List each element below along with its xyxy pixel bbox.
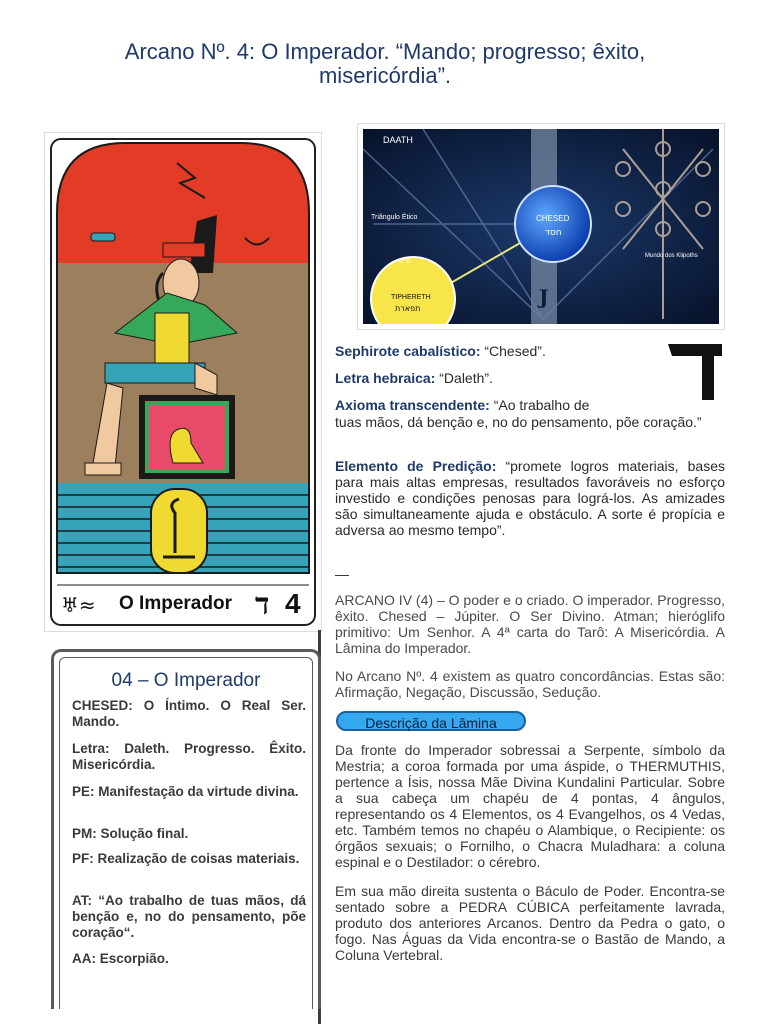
kabbalah-photo — [357, 123, 725, 330]
daleth-icon — [664, 342, 726, 402]
elemento-label: Elemento de Predição: — [335, 458, 497, 474]
info-item-at: AT: “Ao trabalho de tuas mãos, dá benção e, no do pensamento, põe coração“. — [72, 893, 306, 940]
card-hebrew-letter: ד — [255, 587, 270, 622]
staff-cartouche — [151, 489, 207, 573]
chesed-sphere — [515, 186, 591, 262]
descricao-paragraph-2: Em sua mão direita sustenta o Báculo de Poder. Encontra-se sentado sobre a PEDRA CÚBICA perfeitamente lavrada, produto dos anteriores Arcanos. Dentro da Pedra o gato, o fogo. Nas Águas da Vida encontra-se o Bastão de Mando, a Coluna Vertebral. — [335, 883, 725, 963]
axioma-label: Axioma transcendente: — [335, 397, 490, 413]
label-tiphereth: TIPHERETH — [391, 294, 431, 301]
info-item-letra: Letra: Daleth. Progresso. Êxito. Misericórdia. — [72, 741, 306, 772]
tarot-card-illustration — [45, 133, 321, 631]
page-title — [60, 40, 710, 88]
concordancias-paragraph: No Arcano Nº. 4 existem as quatro concordâncias. Estas são: Afirmação, Negação, Discussão, Sedução. — [335, 668, 725, 700]
page-title-line2: misericórdia”. — [318, 63, 452, 88]
sky-boat — [91, 233, 115, 241]
descricao-lamina-button[interactable]: Descrição da Lâmina — [336, 711, 526, 731]
info-box-inner — [59, 657, 313, 1009]
info-box — [51, 649, 321, 1009]
info-item-chesed: CHESED: O Íntimo. O Real Ser. Mando. — [72, 698, 306, 729]
arcano-paragraph: ARCANO IV (4) – O poder e o criado. O imperador. Progresso, êxito. Chesed – Júpiter. O Ser Divino. Atman; hieróglifo primitivo: Um Senhor. A 4ª carta do Tarô: A Misericórdia. A Lâmina do Imperador. — [335, 592, 725, 656]
info-item-pe: PE: Manifestação da virtude divina. — [72, 784, 299, 799]
tarot-card — [44, 132, 322, 632]
info-item-aa: AA: Escorpião. — [72, 951, 169, 966]
daleth-glyph — [664, 342, 726, 402]
sephirote-label: Sephirote cabalístico: — [335, 343, 481, 359]
tree-of-life-image — [363, 129, 719, 324]
label-j: J — [539, 285, 549, 309]
elemento-paragraph — [335, 458, 725, 538]
axioma-line2: tuas mãos, dá benção e, no do pensamento, põe coração.” — [335, 414, 702, 430]
axioma-value-a: “Ao trabalho de — [489, 397, 590, 413]
dash-separator: — — [335, 566, 349, 582]
page-title-line1: Arcano Nº. 4: O Imperador. “Mando; progresso; êxito, — [124, 39, 646, 64]
letra-value: “Daleth”. — [435, 370, 493, 386]
descricao-paragraph-1: Da fronte do Imperador sobressai a Serpente, símbolo da Mestria; a coroa formada por uma áspide, o THERMUTHIS, pertence a Ísis, nossa Mãe Divina Kundalini Particular. Sobre a sua cabeça um chapéu de 4 pontas, 4 ângulos, representando os 4 Elementos, os 4 Evangelhos, os 4 Vedas, etc. Também temos no chapéu o Alambique, o Recipiente: os órgãos sexuais; o Fornilho, o Chacra Muladhara: a coluna espinal e o Destilador: o cérebro. — [335, 742, 725, 870]
sephirote-line — [335, 343, 660, 359]
card-name: O Imperador — [119, 593, 232, 614]
card-number: 4 — [285, 588, 301, 619]
elemento-value: “promete logros materiais, bases para mais altas empresas, resultados favoráveis no esforço investido e condições penosas para lográ-los. As amizades são simultaneamente ajuda e obstáculo. A sorte é propícia e adversa ao mesmo tempo”. — [335, 458, 725, 538]
label-klipoth: Mundo dos Klipoths — [645, 253, 698, 259]
label-tiphereth-hebrew: תפארת — [395, 304, 421, 313]
label-daath: DAATH — [383, 135, 413, 145]
letra-label: Letra hebraica: — [335, 370, 436, 386]
label-triangulo: Triângulo Ético — [371, 214, 418, 221]
info-item-pm: PM: Solução final. — [72, 826, 189, 841]
info-title: 04 – O Imperador — [111, 670, 261, 691]
sephirote-value: “Chesed”. — [480, 343, 546, 359]
card-planet-symbol: ♅≈ — [61, 593, 96, 617]
label-sixth: 6º D — [399, 259, 411, 265]
cubic-stone — [139, 395, 235, 479]
label-chesed: CHESED — [536, 214, 570, 223]
label-chesed-hebrew: חסד — [545, 228, 562, 238]
letra-line — [335, 370, 660, 386]
info-item-pf: PF: Realização de coisas materiais. — [72, 851, 300, 866]
axioma-line1 — [335, 397, 665, 413]
